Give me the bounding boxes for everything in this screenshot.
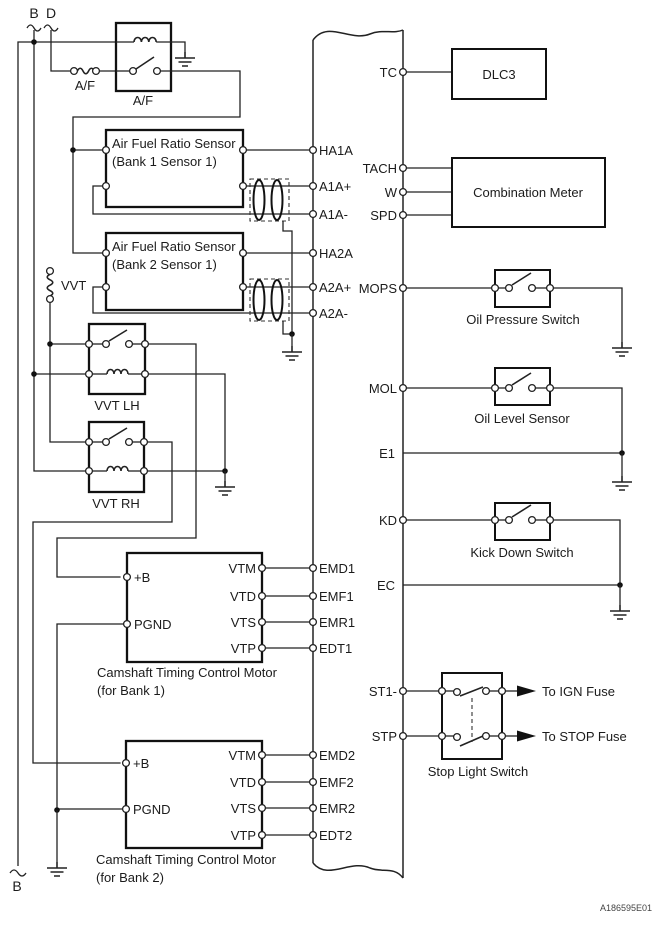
pin-label-mol: MOL bbox=[368, 381, 397, 396]
terminal bbox=[103, 147, 110, 154]
vvt-lh-relay bbox=[57, 324, 225, 577]
pin-terminal bbox=[400, 69, 407, 76]
vvt-lh-label: VVT LH bbox=[94, 398, 140, 413]
motor1-pgnd-label: PGND bbox=[134, 617, 172, 632]
terminal bbox=[439, 688, 446, 695]
terminal bbox=[142, 341, 149, 348]
pin-terminal bbox=[310, 752, 317, 759]
terminal bbox=[506, 385, 513, 392]
oil-pressure-switch-label: Oil Pressure Switch bbox=[466, 312, 580, 327]
shield-bank1 bbox=[250, 179, 292, 334]
pin-terminal bbox=[400, 733, 407, 740]
pin-terminal bbox=[400, 189, 407, 196]
pin-label-st1: ST1- bbox=[368, 684, 397, 699]
terminal bbox=[454, 689, 461, 696]
wire bbox=[148, 374, 225, 471]
coil-icon bbox=[107, 467, 128, 472]
afr-sensor1-subtitle: (Bank 1 Sensor 1) bbox=[112, 154, 217, 169]
pin-label-ec: EC bbox=[376, 578, 395, 593]
connector-d-label: D bbox=[45, 5, 57, 21]
pin-terminal bbox=[310, 779, 317, 786]
wire bbox=[283, 221, 292, 334]
pin-label-e1: E1 bbox=[379, 446, 395, 461]
fuse-icon bbox=[77, 68, 94, 74]
stop-light-switch bbox=[406, 673, 626, 779]
pin-terminal bbox=[310, 805, 317, 812]
terminal bbox=[492, 517, 499, 524]
ground-icon bbox=[215, 481, 235, 495]
connector-b-label: B bbox=[29, 5, 39, 21]
terminal bbox=[126, 341, 133, 348]
switch-blade-icon bbox=[109, 330, 127, 341]
terminal bbox=[529, 385, 536, 392]
terminal bbox=[259, 779, 266, 786]
motor2-pgnd-label: PGND bbox=[133, 802, 171, 817]
pin-label-emr2: EMR2 bbox=[319, 801, 356, 816]
terminal bbox=[86, 371, 93, 378]
ground-icon bbox=[612, 342, 632, 356]
terminal bbox=[103, 439, 110, 446]
ecm-right-pins bbox=[359, 65, 407, 744]
dlc3 bbox=[406, 49, 546, 99]
terminal bbox=[86, 341, 93, 348]
pin-label-emr1: EMR1 bbox=[319, 615, 356, 630]
wire bbox=[57, 344, 196, 577]
pin-label-ha1a: HA1A bbox=[319, 143, 353, 158]
shield-loop-icon bbox=[254, 280, 265, 320]
af-relay-label: A/F bbox=[132, 93, 154, 108]
motor1-vtd-label: VTD bbox=[230, 589, 256, 604]
af-relay-box bbox=[116, 23, 171, 91]
af-fuse bbox=[71, 68, 116, 93]
terminal bbox=[529, 285, 536, 292]
vvt-rh-box bbox=[89, 422, 144, 492]
dlc3-label: DLC3 bbox=[482, 67, 516, 82]
pin-label-w: W bbox=[384, 185, 397, 200]
ecm-strip-top-edge bbox=[313, 30, 403, 40]
pin-label-emf2: EMF2 bbox=[319, 775, 354, 790]
motor2-subtitle: (for Bank 2) bbox=[96, 870, 164, 885]
to-ign-fuse-label: To IGN Fuse bbox=[542, 684, 615, 699]
switch-blade-icon bbox=[512, 273, 531, 285]
terminal bbox=[240, 250, 247, 257]
arrow-right-icon bbox=[517, 686, 536, 697]
pin-label-a2a-minus: A2A- bbox=[319, 306, 348, 321]
junction-dot bbox=[70, 147, 76, 153]
ground-icon bbox=[610, 605, 630, 619]
pin-label-emd2: EMD2 bbox=[319, 748, 356, 763]
terminal bbox=[547, 385, 554, 392]
terminal bbox=[529, 517, 536, 524]
terminal bbox=[240, 183, 247, 190]
switch-blade-icon bbox=[512, 373, 531, 385]
terminal bbox=[259, 805, 266, 812]
power-rails bbox=[10, 5, 116, 894]
terminal bbox=[71, 68, 78, 75]
wire bbox=[57, 624, 124, 810]
stop-light-switch-label: Stop Light Switch bbox=[427, 764, 529, 779]
connector-bottom-b-label: B bbox=[12, 878, 22, 894]
pin-terminal bbox=[310, 832, 317, 839]
coil-icon bbox=[134, 38, 156, 43]
pin-terminal bbox=[310, 250, 317, 257]
pin-label-mops: MOPS bbox=[358, 281, 397, 296]
terminal bbox=[93, 68, 100, 75]
terminal bbox=[141, 468, 148, 475]
afr-sensor-bank1 bbox=[93, 130, 310, 214]
motor1-vts-label: VTS bbox=[230, 615, 256, 630]
ground-icon bbox=[612, 476, 632, 490]
pin-terminal bbox=[310, 211, 317, 218]
vvt-rh-relay bbox=[33, 422, 235, 763]
terminal bbox=[130, 68, 137, 75]
motor1-vtm-label: VTM bbox=[228, 561, 256, 576]
terminal bbox=[86, 468, 93, 475]
pin-terminal bbox=[400, 385, 407, 392]
pin-terminal bbox=[310, 593, 317, 600]
terminal bbox=[499, 733, 506, 740]
drawing-code: A186595E01 bbox=[599, 903, 652, 913]
ecm-left-pins bbox=[310, 143, 356, 843]
oil-level-sensor bbox=[406, 368, 622, 453]
oil-level-sensor-label: Oil Level Sensor bbox=[474, 411, 570, 426]
to-stop-fuse-label: To STOP Fuse bbox=[542, 729, 627, 744]
terminal bbox=[259, 645, 266, 652]
vvt-fuse-label: VVT bbox=[61, 278, 87, 293]
wire bbox=[51, 30, 71, 71]
pin-label-edt1: EDT1 bbox=[319, 641, 353, 656]
terminal bbox=[439, 733, 446, 740]
ec-ground-line bbox=[403, 582, 630, 619]
afr-sensor-bank2 bbox=[93, 233, 310, 313]
pin-terminal bbox=[400, 212, 407, 219]
terminal bbox=[47, 268, 54, 275]
terminal bbox=[506, 517, 513, 524]
pin-terminal bbox=[400, 517, 407, 524]
pin-terminal bbox=[400, 285, 407, 292]
motor1-vtp-label: VTP bbox=[230, 641, 256, 656]
terminal bbox=[103, 183, 110, 190]
pin-label-kd: KD bbox=[378, 513, 397, 528]
pin-terminal bbox=[310, 284, 317, 291]
terminal bbox=[492, 385, 499, 392]
kick-down-switch-box bbox=[495, 503, 550, 540]
junction-dot bbox=[31, 39, 37, 45]
terminal bbox=[154, 68, 161, 75]
terminal bbox=[86, 439, 93, 446]
afr-sensor2-title: Air Fuel Ratio Sensor bbox=[112, 239, 236, 254]
terminal bbox=[259, 565, 266, 572]
pin-label-edt2: EDT2 bbox=[319, 828, 353, 843]
oil-level-sensor-box bbox=[495, 368, 550, 405]
wire bbox=[34, 42, 86, 471]
motor1-subtitle: (for Bank 1) bbox=[97, 683, 165, 698]
ground-icon bbox=[175, 52, 195, 66]
terminal bbox=[141, 439, 148, 446]
pin-terminal bbox=[310, 147, 317, 154]
vvt-fuse bbox=[47, 268, 87, 442]
junction-dot bbox=[31, 371, 37, 377]
shield-bank2 bbox=[250, 279, 302, 360]
terminal bbox=[499, 688, 506, 695]
arrow-right-icon bbox=[517, 731, 536, 742]
camshaft-motor-bank1 bbox=[57, 553, 310, 810]
terminal bbox=[259, 752, 266, 759]
break-mark-bottom-icon bbox=[10, 870, 26, 876]
pin-label-emf1: EMF1 bbox=[319, 589, 354, 604]
switch-blade-icon bbox=[136, 57, 154, 69]
terminal bbox=[240, 284, 247, 291]
kick-down-switch bbox=[406, 503, 620, 585]
motor2-vts-label: VTS bbox=[230, 801, 256, 816]
terminal bbox=[492, 285, 499, 292]
wire bbox=[33, 442, 172, 763]
combination-meter-label: Combination Meter bbox=[473, 185, 583, 200]
afr-sensor1-title: Air Fuel Ratio Sensor bbox=[112, 136, 236, 151]
af-fuse-label: A/F bbox=[74, 78, 96, 93]
ground-icon bbox=[282, 346, 302, 360]
switch-blade-icon bbox=[109, 428, 127, 439]
pin-label-tc: TC bbox=[379, 65, 397, 80]
terminal bbox=[547, 285, 554, 292]
pin-label-a1a-minus: A1A- bbox=[319, 207, 348, 222]
terminal bbox=[47, 296, 54, 303]
terminal bbox=[142, 371, 149, 378]
pin-terminal bbox=[310, 565, 317, 572]
terminal bbox=[259, 593, 266, 600]
pin-label-a2a-plus: A2A+ bbox=[319, 280, 352, 295]
motor2-plus-b-label: +B bbox=[133, 756, 150, 771]
coil-icon bbox=[107, 370, 128, 375]
afr-sensor2-subtitle: (Bank 2 Sensor 1) bbox=[112, 257, 217, 272]
terminal bbox=[506, 285, 513, 292]
oil-pressure-switch bbox=[406, 270, 632, 356]
pin-label-a1a-plus: A1A+ bbox=[319, 179, 352, 194]
switch-blade-icon bbox=[512, 505, 531, 517]
pin-label-tach: TACH bbox=[362, 161, 397, 176]
ground-icon bbox=[47, 862, 67, 876]
switch-blade-icon bbox=[460, 687, 483, 696]
pin-terminal bbox=[400, 688, 407, 695]
motor2-title: Camshaft Timing Control Motor bbox=[96, 852, 276, 867]
junction-dot bbox=[47, 341, 53, 347]
terminal bbox=[103, 284, 110, 291]
terminal bbox=[123, 806, 130, 813]
combination-meter bbox=[406, 158, 605, 227]
terminal bbox=[240, 147, 247, 154]
wire bbox=[93, 186, 310, 214]
pin-terminal bbox=[400, 165, 407, 172]
motor2-vtm-label: VTM bbox=[228, 748, 256, 763]
e1-ground-line bbox=[403, 450, 632, 490]
terminal bbox=[454, 734, 461, 741]
motor2-vtd-label: VTD bbox=[230, 775, 256, 790]
pin-terminal bbox=[310, 619, 317, 626]
terminal bbox=[103, 341, 110, 348]
pin-label-stp: STP bbox=[371, 729, 397, 744]
terminal bbox=[259, 832, 266, 839]
fuse-icon bbox=[47, 274, 53, 296]
terminal bbox=[483, 688, 490, 695]
pin-label-spd: SPD bbox=[370, 208, 397, 223]
terminal bbox=[483, 733, 490, 740]
pin-terminal bbox=[310, 645, 317, 652]
terminal bbox=[124, 621, 131, 628]
pin-terminal bbox=[310, 310, 317, 317]
terminal bbox=[547, 517, 554, 524]
motor2-vtp-label: VTP bbox=[230, 828, 256, 843]
kick-down-switch-label: Kick Down Switch bbox=[470, 545, 574, 560]
vvt-rh-label: VVT RH bbox=[92, 496, 140, 511]
terminal bbox=[126, 439, 133, 446]
pin-terminal bbox=[310, 183, 317, 190]
terminal bbox=[123, 760, 130, 767]
terminal bbox=[103, 250, 110, 257]
pin-label-emd1: EMD1 bbox=[319, 561, 356, 576]
terminal bbox=[259, 619, 266, 626]
terminal bbox=[124, 574, 131, 581]
motor1-title: Camshaft Timing Control Motor bbox=[97, 665, 277, 680]
wire bbox=[50, 302, 86, 442]
shield-loop-icon bbox=[272, 280, 283, 320]
pin-label-ha2a: HA2A bbox=[319, 246, 353, 261]
motor1-plus-b-label: +B bbox=[134, 570, 151, 585]
ecm-strip-bottom-edge bbox=[313, 863, 403, 878]
vvt-lh-box bbox=[89, 324, 145, 394]
